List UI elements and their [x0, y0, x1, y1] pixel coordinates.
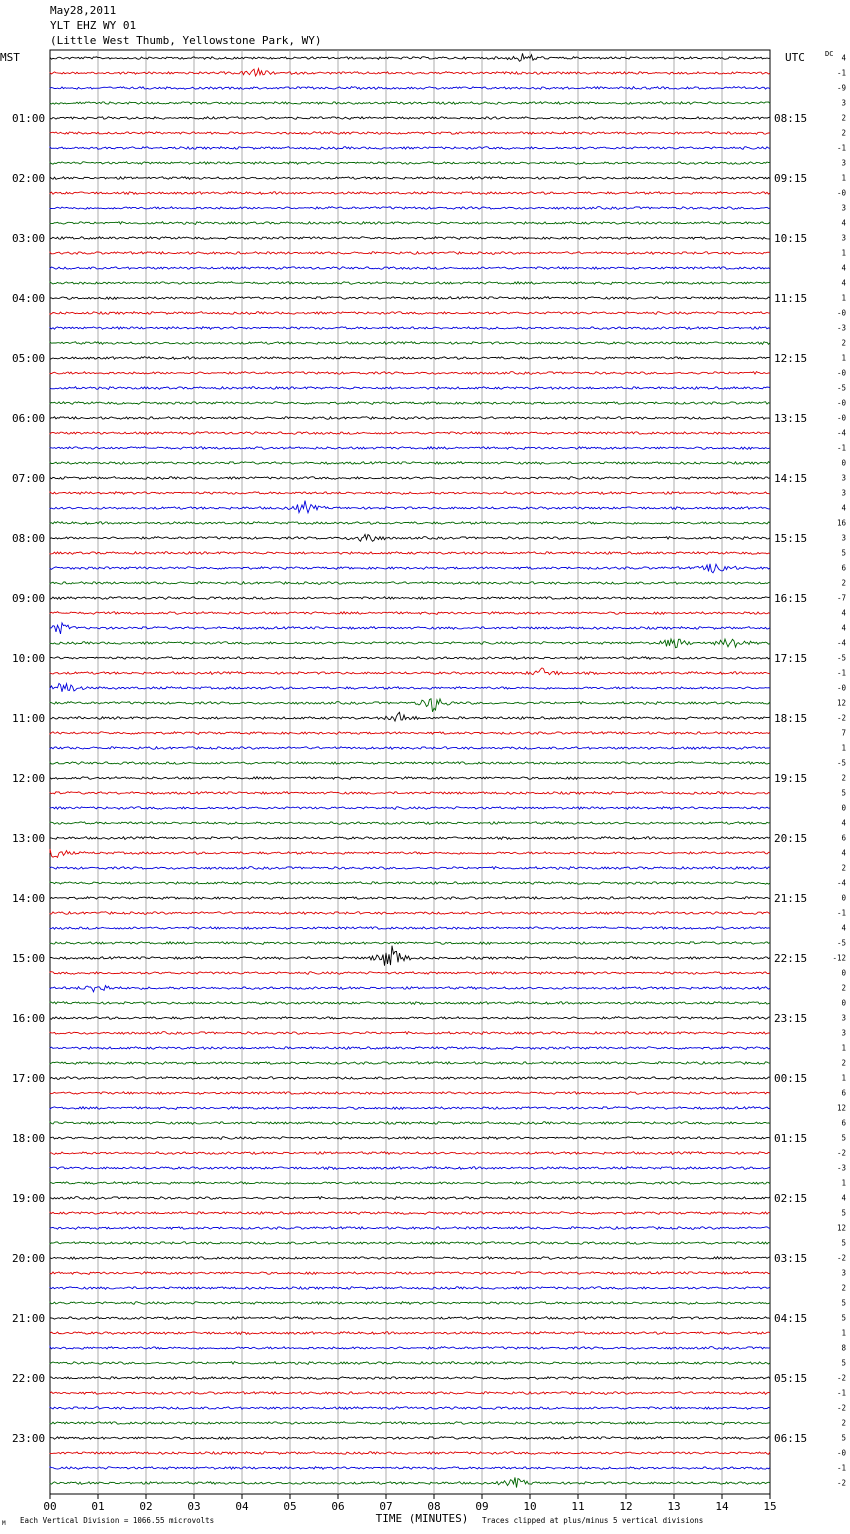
- dc-offset-value: 6: [841, 1088, 846, 1098]
- seismic-trace: [50, 1392, 770, 1395]
- seismic-trace: [50, 1137, 770, 1140]
- dc-offset-value: 5: [841, 1298, 846, 1308]
- utc-hour-label: 10:15: [774, 232, 808, 245]
- dc-offset-value: -5: [836, 653, 846, 663]
- seismic-trace: [50, 837, 770, 840]
- dc-offset-value: 3: [841, 1013, 846, 1023]
- dc-offset-value: 1: [841, 1328, 846, 1338]
- dc-offset-value: 6: [841, 833, 846, 843]
- seismic-trace: [50, 1467, 770, 1470]
- seismic-trace: [50, 1362, 770, 1365]
- dc-offset-value: -2: [836, 1403, 846, 1413]
- x-tick-label: 02: [139, 1500, 153, 1513]
- dc-offset-value: -1: [836, 908, 846, 918]
- seismic-trace: [50, 117, 770, 120]
- dc-offset-value: -5: [836, 758, 846, 768]
- seismic-trace: [50, 1122, 770, 1125]
- seismic-trace: [50, 534, 770, 541]
- dc-offset-value: 6: [841, 563, 846, 573]
- mst-hour-label: 03:00: [12, 232, 46, 245]
- vertical-division-note: Each Vertical Division = 1066.55 microvolts: [20, 1516, 215, 1525]
- dc-offset-value: 4: [841, 263, 846, 273]
- dc-offset-value: 16: [836, 518, 846, 528]
- x-tick-label: 04: [235, 1500, 249, 1513]
- seismic-trace: [50, 668, 770, 675]
- seismic-trace: [50, 53, 770, 61]
- dc-offset-value: 2: [841, 578, 846, 588]
- seismic-trace: [50, 501, 770, 513]
- seismic-trace: [50, 1422, 770, 1425]
- dc-offset-value: 12: [836, 1103, 846, 1113]
- utc-hour-label: 05:15: [774, 1372, 808, 1385]
- dc-offset-value: 3: [841, 473, 846, 483]
- utc-hour-label: 02:15: [774, 1192, 808, 1205]
- dc-offset-value: -5: [836, 938, 846, 948]
- station-location: (Little West Thumb, Yellowstone Park, WY): [50, 34, 322, 47]
- seismic-trace: [50, 132, 770, 135]
- dc-offset-value: 3: [841, 1268, 846, 1278]
- dc-offset-value: 2: [841, 113, 846, 123]
- seismic-trace: [50, 849, 770, 857]
- seismic-trace: [50, 297, 770, 300]
- seismic-trace: [50, 237, 770, 240]
- dc-offset-value: 4: [841, 923, 846, 933]
- utc-hour-label: 23:15: [774, 1012, 808, 1025]
- dc-offset-value: 7: [841, 728, 846, 738]
- dc-offset-value: 1: [841, 353, 846, 363]
- seismic-trace: [50, 1047, 770, 1050]
- seismic-trace: [50, 1317, 770, 1320]
- dc-offset-value: -3: [836, 1163, 846, 1173]
- dc-offset-value: -4: [836, 878, 846, 888]
- seismic-trace: [50, 432, 770, 435]
- seismic-trace: [50, 712, 770, 721]
- seismic-trace: [50, 177, 770, 180]
- mst-hour-label: 08:00: [12, 532, 46, 545]
- dc-offset-value: 2: [841, 983, 846, 993]
- x-tick-label: 14: [715, 1500, 729, 1513]
- seismic-trace: [50, 1287, 770, 1290]
- dc-offset-value: -0: [836, 308, 846, 318]
- seismic-trace: [50, 1017, 770, 1020]
- seismic-trace: [50, 807, 770, 810]
- utc-hour-label: 01:15: [774, 1132, 808, 1145]
- seismic-trace: [50, 372, 770, 375]
- dc-offset-value: 1: [841, 173, 846, 183]
- dc-offset-value: 4: [841, 848, 846, 858]
- seismic-trace: [50, 417, 770, 420]
- x-tick-label: 01: [91, 1500, 105, 1513]
- seismic-trace: [50, 946, 770, 966]
- utc-hour-label: 04:15: [774, 1312, 808, 1325]
- seismic-trace: [50, 1002, 770, 1005]
- seismic-trace: [50, 867, 770, 870]
- x-tick-label: 05: [283, 1500, 297, 1513]
- seismic-trace: [50, 522, 770, 525]
- dc-offset-value: 1: [841, 1073, 846, 1083]
- seismic-trace: [50, 267, 770, 270]
- dc-offset-value: -1: [836, 668, 846, 678]
- mst-hour-label: 18:00: [12, 1132, 46, 1145]
- dc-offset-value: 1: [841, 293, 846, 303]
- utc-hour-label: 09:15: [774, 172, 808, 185]
- utc-hour-label: 19:15: [774, 772, 808, 785]
- dc-offset-value: -9: [836, 83, 846, 93]
- utc-hour-label: 17:15: [774, 652, 808, 665]
- seismic-trace: [50, 942, 770, 945]
- mst-hour-label: 21:00: [12, 1312, 46, 1325]
- seismic-trace: [50, 1477, 770, 1487]
- dc-offset-value: 12: [836, 698, 846, 708]
- seismic-trace: [50, 1182, 770, 1185]
- dc-label: DC: [825, 50, 834, 58]
- mst-hour-label: 07:00: [12, 472, 46, 485]
- dc-offset-value: 2: [841, 863, 846, 873]
- seismic-trace: [50, 87, 770, 90]
- mst-hour-label: 22:00: [12, 1372, 46, 1385]
- dc-offset-value: 3: [841, 203, 846, 213]
- dc-offset-value: -1: [836, 143, 846, 153]
- seismic-trace: [50, 1332, 770, 1335]
- mst-hour-label: 23:00: [12, 1432, 46, 1445]
- dc-offset-value: 3: [841, 1028, 846, 1038]
- dc-offset-value: 1: [841, 743, 846, 753]
- seismic-trace: [50, 1077, 770, 1080]
- seismic-trace: [50, 462, 770, 465]
- dc-offset-value: 4: [841, 623, 846, 633]
- mst-hour-label: 02:00: [12, 172, 46, 185]
- seismic-trace: [50, 612, 770, 615]
- seismic-trace: [50, 1092, 770, 1095]
- utc-hour-label: 22:15: [774, 952, 808, 965]
- seismic-trace: [50, 1242, 770, 1245]
- x-tick-label: 09: [475, 1500, 489, 1513]
- seismic-trace: [50, 282, 770, 285]
- utc-hour-label: 15:15: [774, 532, 808, 545]
- mst-hour-label: 20:00: [12, 1252, 46, 1265]
- dc-offset-value: 3: [841, 98, 846, 108]
- seismic-trace: [50, 732, 770, 735]
- seismic-trace: [50, 822, 770, 825]
- seismic-trace: [50, 792, 770, 795]
- dc-offset-value: -2: [836, 1373, 846, 1383]
- scale-mark: M: [2, 1520, 6, 1527]
- seismic-trace: [50, 1167, 770, 1170]
- dc-offset-value: -12: [832, 953, 846, 963]
- seismic-trace: [50, 327, 770, 330]
- dc-offset-value: 4: [841, 503, 846, 513]
- seismic-trace: [50, 1227, 770, 1230]
- seismic-trace: [50, 312, 770, 315]
- dc-offset-value: 5: [841, 788, 846, 798]
- seismic-trace: [50, 342, 770, 345]
- dc-offset-value: -3: [836, 323, 846, 333]
- utc-hour-label: 14:15: [774, 472, 808, 485]
- dc-offset-value: 4: [841, 278, 846, 288]
- dc-offset-value: 4: [841, 1193, 846, 1203]
- seismic-trace: [50, 1377, 770, 1380]
- seismic-trace: [50, 252, 770, 255]
- dc-offset-value: 2: [841, 1058, 846, 1068]
- seismic-trace: [50, 927, 770, 930]
- dc-offset-value: 2: [841, 338, 846, 348]
- utc-hour-label: 00:15: [774, 1072, 808, 1085]
- dc-offset-value: -1: [836, 443, 846, 453]
- dc-offset-value: -0: [836, 1448, 846, 1458]
- dc-offset-value: 0: [841, 893, 846, 903]
- dc-offset-value: -7: [836, 593, 846, 603]
- station-code: YLT EHZ WY 01: [50, 19, 137, 32]
- mst-hour-label: 01:00: [12, 112, 46, 125]
- seismic-trace: [50, 747, 770, 750]
- utc-hour-label: 21:15: [774, 892, 808, 905]
- seismic-trace: [50, 162, 770, 165]
- mst-hour-label: 06:00: [12, 412, 46, 425]
- mst-axis-label: MST: [0, 51, 20, 64]
- dc-offset-value: -0: [836, 188, 846, 198]
- x-tick-label: 12: [619, 1500, 633, 1513]
- dc-offset-value: 2: [841, 773, 846, 783]
- dc-offset-value: -0: [836, 398, 846, 408]
- mst-hour-label: 04:00: [12, 292, 46, 305]
- dc-offset-value: 0: [841, 998, 846, 1008]
- seismic-trace: [50, 1407, 770, 1410]
- dc-offset-value: -0: [836, 413, 846, 423]
- mst-hour-label: 10:00: [12, 652, 46, 665]
- x-tick-label: 11: [571, 1500, 585, 1513]
- seismic-trace: [50, 582, 770, 585]
- seismic-trace: [50, 69, 770, 76]
- mst-hour-label: 13:00: [12, 832, 46, 845]
- seismic-trace: [50, 357, 770, 360]
- seismic-trace: [50, 1437, 770, 1440]
- x-tick-label: 06: [331, 1500, 345, 1513]
- mst-hour-label: 17:00: [12, 1072, 46, 1085]
- dc-offset-value: -5: [836, 383, 846, 393]
- dc-offset-value: 0: [841, 458, 846, 468]
- x-tick-label: 15: [763, 1500, 777, 1513]
- dc-offset-value: 5: [841, 1433, 846, 1443]
- seismic-trace: [50, 1302, 770, 1305]
- dc-offset-value: 2: [841, 128, 846, 138]
- utc-hour-label: 08:15: [774, 112, 808, 125]
- dc-offset-value: 0: [841, 968, 846, 978]
- seismic-trace: [50, 777, 770, 780]
- dc-offset-value: -4: [836, 428, 846, 438]
- seismic-trace: [50, 147, 770, 150]
- seismic-trace: [50, 623, 770, 634]
- seismic-trace: [50, 1197, 770, 1200]
- dc-offset-value: 3: [841, 158, 846, 168]
- utc-axis-label: UTC: [785, 51, 805, 64]
- dc-offset-value: 4: [841, 608, 846, 618]
- x-tick-label: 00: [43, 1500, 57, 1513]
- dc-offset-value: -2: [836, 1478, 846, 1488]
- dc-offset-value: 5: [841, 1208, 846, 1218]
- seismic-trace: [50, 102, 770, 105]
- dc-offset-value: -1: [836, 68, 846, 78]
- dc-offset-value: 2: [841, 1418, 846, 1428]
- seismic-trace: [50, 447, 770, 450]
- mst-hour-label: 19:00: [12, 1192, 46, 1205]
- seismic-trace: [50, 912, 770, 915]
- x-tick-label: 13: [667, 1500, 681, 1513]
- dc-offset-value: 8: [841, 1343, 846, 1353]
- seismic-trace: [50, 492, 770, 495]
- seismic-trace: [50, 657, 770, 660]
- mst-hour-label: 15:00: [12, 952, 46, 965]
- seismic-trace: [50, 699, 770, 712]
- seismic-trace: [50, 1212, 770, 1215]
- dc-offset-value: 6: [841, 1118, 846, 1128]
- dc-offset-value: -4: [836, 638, 846, 648]
- dc-offset-value: -2: [836, 1148, 846, 1158]
- seismic-trace: [50, 564, 770, 573]
- dc-offset-value: 5: [841, 1133, 846, 1143]
- dc-offset-value: 12: [836, 1223, 846, 1233]
- plot-date: May28,2011: [50, 4, 117, 17]
- seismic-trace: [50, 762, 770, 765]
- mst-hour-label: 16:00: [12, 1012, 46, 1025]
- seismic-trace: [50, 192, 770, 195]
- dc-offset-value: 3: [841, 233, 846, 243]
- x-axis-title: TIME (MINUTES): [375, 1512, 469, 1525]
- dc-offset-value: 2: [841, 1283, 846, 1293]
- dc-offset-value: 5: [841, 1238, 846, 1248]
- utc-hour-label: 18:15: [774, 712, 808, 725]
- mst-hour-label: 11:00: [12, 712, 46, 725]
- seismic-trace: [50, 1347, 770, 1350]
- seismic-trace: [50, 1452, 770, 1455]
- seismic-trace: [50, 222, 770, 225]
- dc-offset-value: 4: [841, 53, 846, 63]
- dc-offset-value: 1: [841, 1178, 846, 1188]
- dc-offset-value: 0: [841, 803, 846, 813]
- seismic-trace: [50, 972, 770, 975]
- seismic-trace: [50, 387, 770, 390]
- seismic-trace: [50, 1062, 770, 1065]
- clipping-note: Traces clipped at plus/minus 5 vertical divisions: [482, 1516, 704, 1525]
- seismic-trace: [50, 552, 770, 555]
- mst-hour-label: 09:00: [12, 592, 46, 605]
- x-tick-label: 03: [187, 1500, 201, 1513]
- utc-hour-label: 13:15: [774, 412, 808, 425]
- dc-offset-value: -2: [836, 1253, 846, 1263]
- seismic-trace: [50, 1257, 770, 1260]
- dc-offset-value: 3: [841, 488, 846, 498]
- dc-offset-value: -0: [836, 368, 846, 378]
- mst-hour-label: 12:00: [12, 772, 46, 785]
- dc-offset-value: -1: [836, 1463, 846, 1473]
- utc-hour-label: 11:15: [774, 292, 808, 305]
- x-tick-label: 07: [379, 1500, 393, 1513]
- dc-offset-value: 1: [841, 1043, 846, 1053]
- mst-hour-label: 14:00: [12, 892, 46, 905]
- dc-offset-value: 5: [841, 1358, 846, 1368]
- dc-offset-value: 4: [841, 218, 846, 228]
- seismic-trace: [50, 639, 770, 648]
- x-tick-label: 08: [427, 1500, 441, 1513]
- mst-hour-label: 05:00: [12, 352, 46, 365]
- dc-offset-value: 5: [841, 1313, 846, 1323]
- utc-hour-label: 16:15: [774, 592, 808, 605]
- utc-hour-label: 12:15: [774, 352, 808, 365]
- seismic-trace: [50, 207, 770, 210]
- dc-offset-value: -0: [836, 683, 846, 693]
- utc-hour-label: 03:15: [774, 1252, 808, 1265]
- dc-offset-value: 1: [841, 248, 846, 258]
- dc-offset-value: 3: [841, 533, 846, 543]
- seismic-trace: [50, 882, 770, 885]
- seismic-trace: [50, 1107, 770, 1110]
- seismic-trace: [50, 1032, 770, 1035]
- seismic-trace: [50, 897, 770, 900]
- seismic-trace: [50, 1272, 770, 1275]
- utc-hour-label: 06:15: [774, 1432, 808, 1445]
- utc-hour-label: 20:15: [774, 832, 808, 845]
- dc-offset-value: 4: [841, 818, 846, 828]
- seismic-trace: [50, 477, 770, 480]
- x-tick-label: 10: [523, 1500, 537, 1513]
- seismic-trace: [50, 986, 770, 992]
- seismic-trace: [50, 1152, 770, 1155]
- seismic-trace: [50, 402, 770, 405]
- dc-offset-value: 5: [841, 548, 846, 558]
- dc-offset-value: -2: [836, 713, 846, 723]
- seismic-trace: [50, 597, 770, 600]
- dc-offset-value: -1: [836, 1388, 846, 1398]
- seismic-trace: [50, 683, 770, 691]
